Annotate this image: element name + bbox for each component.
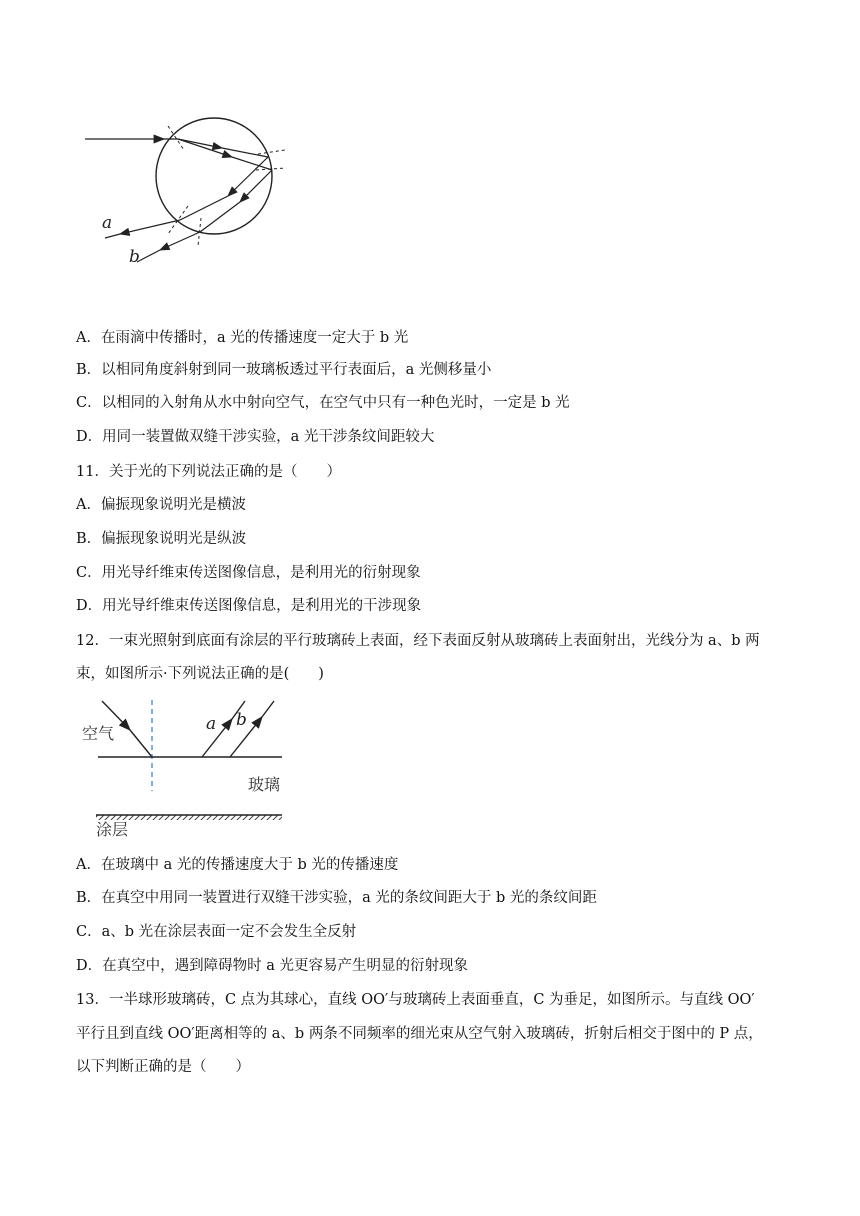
q12-option-c: C．a、b 光在涂层表面一定不会发生全反射 (76, 924, 357, 940)
q12-option-d: D．在真空中，遇到障碍物时 a 光更容易产生明显的衍射现象 (76, 958, 468, 974)
glass-block-diagram (80, 695, 290, 837)
raindrop-circle (156, 118, 272, 234)
raindrop-diagram (80, 110, 300, 270)
q13-line1: 13．一半球形玻璃砖，C 点为其球心，直线 OO′与玻璃砖上表面垂直，C 为垂足，如图所示。与直线 OO′ (76, 992, 755, 1008)
q12-option-a: A．在玻璃中 a 光的传播速度大于 b 光的传播速度 (76, 857, 399, 873)
q12-option-b: B．在真空中用同一装置进行双缝干涉实验，a 光的条纹间距大于 b 光的条纹间距 (76, 890, 597, 906)
q11-option-a: A．偏振现象说明光是横波 (76, 497, 246, 513)
q13-line2: 平行且到直线 OO′距离相等的 a、b 两条不同频率的细光束从空气射入玻璃砖，折射后相交于图中的 P 点， (76, 1026, 763, 1042)
q10-option-a: A．在雨滴中传播时，a 光的传播速度一定大于 b 光 (76, 330, 409, 346)
q11-option-d: D．用光导纤维束传送图像信息，是利用光的干涉现象 (76, 598, 422, 614)
q12-stem-line2: 束，如图所示·下列说法正确的是( ) (76, 666, 324, 682)
raindrop-figure (80, 110, 300, 270)
ray-b-label-2: b (236, 710, 247, 730)
q11-option-b: B．偏振现象说明光是纵波 (76, 531, 247, 547)
ray-b-label: b (129, 247, 140, 267)
q12-stem-line1: 12．一束光照射到底面有涂层的平行玻璃砖上表面，经下表面反射从玻璃砖上表面射出，光线分为 a、b 两 (76, 633, 760, 649)
q13-line3: 以下判断正确的是（ ） (76, 1059, 250, 1075)
glass-label: 玻璃 (248, 775, 281, 794)
q11-option-c: C．用光导纤维束传送图像信息，是利用光的衍射现象 (76, 565, 421, 581)
q10-option-d: D．用同一装置做双缝干涉实验，a 光干涉条纹间距较大 (76, 429, 435, 445)
glass-block-figure (80, 695, 290, 837)
ray-a-label-2: a (206, 714, 217, 734)
q11-stem: 11．关于光的下列说法正确的是（ ） (76, 464, 341, 480)
coating-label: 涂层 (96, 820, 129, 837)
q10-option-c: C．以相同的入射角从水中射向空气，在空气中只有一种色光时，一定是 b 光 (76, 395, 570, 411)
air-label: 空气 (82, 724, 115, 743)
ray-a-label: a (102, 213, 113, 233)
q10-option-b: B．以相同角度斜射到同一玻璃板透过平行表面后，a 光侧移量小 (76, 362, 492, 378)
